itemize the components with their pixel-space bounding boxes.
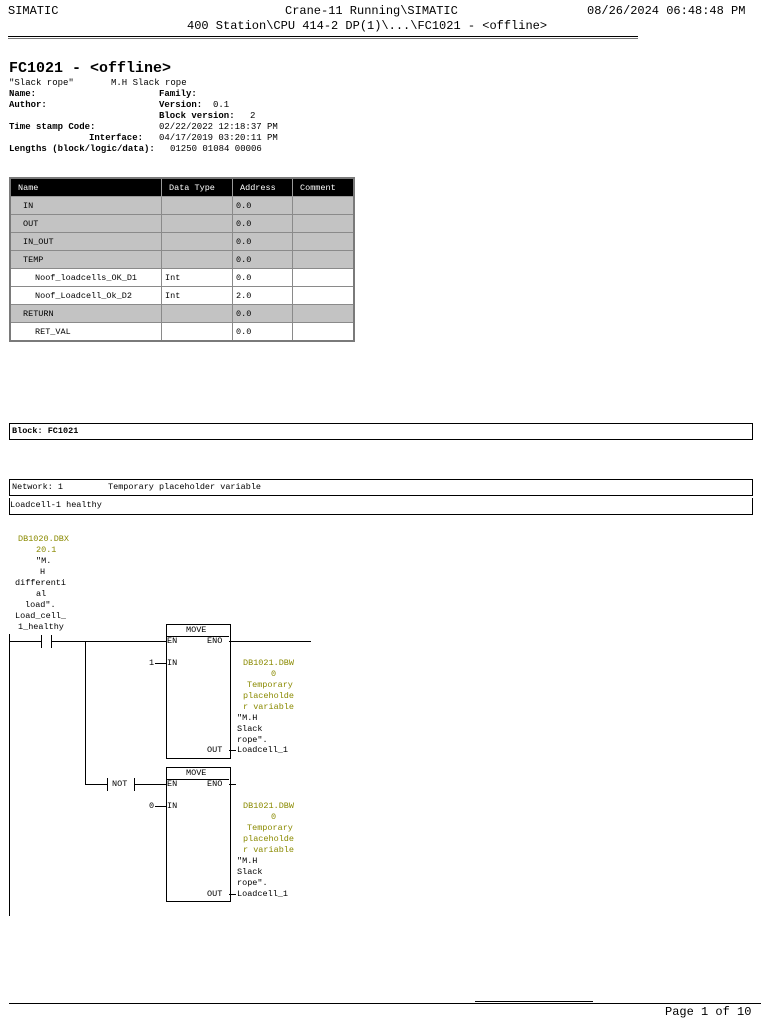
footer-accent-rule	[475, 1001, 593, 1002]
cell-data-type	[162, 251, 233, 269]
contact-address: DB1020.DBX	[18, 534, 70, 544]
contact-symbol-3: differenti	[15, 578, 67, 588]
block-symbol: "Slack rope"	[9, 78, 74, 88]
cell-name: IN	[10, 197, 162, 215]
rung-wire-1	[9, 641, 41, 642]
contact-symbol-5: load".	[25, 600, 56, 610]
move-block-2-en: EN	[167, 779, 178, 789]
header-project-path: Crane-11 Running\SIMATIC	[285, 4, 458, 18]
cell-address: 0.0	[233, 233, 293, 251]
cell-data-type	[162, 215, 233, 233]
move1-out-comment-3: r variable	[243, 702, 295, 712]
block-symbol-comment: M.H Slack rope	[111, 78, 187, 88]
move-block-2-in-wire	[155, 806, 166, 807]
move2-out-symbol-3: rope".	[237, 878, 268, 888]
header-divider	[8, 36, 638, 37]
interface-row	[10, 251, 354, 269]
interface-row	[10, 323, 354, 342]
cell-comment	[293, 287, 355, 305]
move-block-2-eno: ENO	[207, 779, 223, 789]
timestamp-code-label: Time stamp Code:	[9, 122, 96, 132]
cell-address: 2.0	[233, 287, 293, 305]
cell-address: 0.0	[233, 251, 293, 269]
move-block-1-in: IN	[167, 658, 178, 668]
family-label: Family:	[159, 89, 197, 99]
move2-out-symbol-4: Loadcell_1	[237, 889, 289, 899]
interface-value: 04/17/2019 03:20:11 PM	[159, 133, 278, 143]
cell-data-type: Int	[162, 287, 233, 305]
interface-table-header	[10, 178, 354, 197]
block-title: FC1021 - <offline>	[9, 60, 172, 77]
move2-out-offset: 0	[271, 812, 277, 822]
cell-address: 0.0	[233, 197, 293, 215]
move-block-2-out-wire	[229, 894, 236, 895]
page-number: Page 1 of 10	[665, 1005, 752, 1019]
interface-label: Interface:	[89, 133, 144, 143]
version-value: 0.1	[213, 100, 230, 110]
move-block-1-out-wire	[229, 750, 236, 751]
contact-symbol-6: Load_cell_	[15, 611, 67, 621]
lengths-label: Lengths (block/logic/data):	[9, 144, 155, 154]
cell-name: TEMP	[10, 251, 162, 269]
move-block-2-in: IN	[167, 801, 178, 811]
interface-row	[10, 197, 354, 215]
col-name-header: Name	[10, 178, 162, 197]
not-contact-left	[107, 778, 108, 791]
author-label: Author:	[9, 100, 47, 110]
header-block-path: 400 Station\CPU 414-2 DP(1)\...\FC1021 - <offline>	[187, 19, 548, 33]
block-version-value: 2	[250, 111, 256, 121]
header-datetime: 08/26/2024 06:48:48 PM	[587, 4, 746, 18]
cell-comment	[293, 305, 355, 323]
col-comment-header: Comment	[293, 178, 355, 197]
header-divider-shadow	[8, 38, 638, 39]
cell-data-type	[162, 197, 233, 215]
cell-comment	[293, 269, 355, 287]
move-block-2-out: OUT	[207, 889, 223, 899]
network-comment-bar	[9, 498, 753, 515]
cell-name: Noof_Loadcell_Ok_D2	[10, 287, 162, 305]
move2-out-comment-1: Temporary	[247, 823, 293, 833]
move2-out-comment-3: r variable	[243, 845, 295, 855]
block-section-label: Block: FC1021	[12, 426, 79, 436]
footer-divider	[9, 1003, 761, 1004]
block-version-label: Block version:	[159, 111, 235, 121]
cell-data-type: Int	[162, 269, 233, 287]
interface-row	[10, 269, 354, 287]
cell-comment	[293, 233, 355, 251]
cell-name: RET_VAL	[10, 323, 162, 342]
network-title: Temporary placeholder variable	[108, 482, 262, 492]
branch-wire	[85, 641, 86, 785]
cell-address: 0.0	[233, 323, 293, 342]
cell-name: Noof_loadcells_OK_D1	[10, 269, 162, 287]
cell-comment	[293, 197, 355, 215]
move-block-1-title: MOVE	[186, 625, 207, 635]
move2-out-symbol-1: "M.H	[237, 856, 258, 866]
interface-row	[10, 287, 354, 305]
cell-data-type	[162, 305, 233, 323]
move1-out-symbol-3: rope".	[237, 735, 268, 745]
timestamp-code-value: 02/22/2022 12:18:37 PM	[159, 122, 278, 132]
eno-wire-1	[229, 641, 311, 642]
move1-out-symbol-1: "M.H	[237, 713, 258, 723]
interface-row	[10, 233, 354, 251]
rung-wire-2	[51, 641, 166, 642]
interface-row	[10, 305, 354, 323]
lengths-value: 01250 01084 00006	[170, 144, 262, 154]
header-app-name: SIMATIC	[8, 4, 59, 18]
cell-name: OUT	[10, 215, 162, 233]
interface-row	[10, 215, 354, 233]
cell-comment	[293, 215, 355, 233]
not-contact-label: NOT	[112, 779, 128, 789]
cell-address: 0.0	[233, 305, 293, 323]
move1-out-offset: 0	[271, 669, 277, 679]
move-block-2-in-value: 0	[149, 801, 155, 811]
move2-out-address: DB1021.DBW	[243, 801, 295, 811]
move2-out-symbol-2: Slack	[237, 867, 263, 877]
move1-out-symbol-4: Loadcell_1	[237, 745, 289, 755]
cell-address: 0.0	[233, 215, 293, 233]
move-block-2-title: MOVE	[186, 768, 207, 778]
move1-out-symbol-2: Slack	[237, 724, 263, 734]
move1-out-address: DB1021.DBW	[243, 658, 295, 668]
move1-out-comment-2: placeholde	[243, 691, 295, 701]
move1-out-comment-1: Temporary	[247, 680, 293, 690]
cell-data-type	[162, 323, 233, 342]
cell-name: RETURN	[10, 305, 162, 323]
cell-comment	[293, 251, 355, 269]
move-block-1-eno: ENO	[207, 636, 223, 646]
move-block-1-out: OUT	[207, 745, 223, 755]
move2-out-comment-2: placeholde	[243, 834, 295, 844]
contact-symbol-2: H	[40, 567, 46, 577]
col-type-header: Data Type	[162, 178, 233, 197]
interface-table	[9, 177, 355, 342]
version-label: Version:	[159, 100, 203, 110]
branch-wire-3	[134, 784, 166, 785]
network-label: Network: 1	[12, 482, 64, 492]
contact-symbol-7: 1_healthy	[18, 622, 64, 632]
contact-symbol-1: "M.	[36, 556, 52, 566]
cell-comment	[293, 323, 355, 342]
name-label: Name:	[9, 89, 37, 99]
block-section-bar	[9, 423, 753, 440]
cell-address: 0.0	[233, 269, 293, 287]
move-block-1-in-wire	[155, 663, 166, 664]
network-comment: Loadcell-1 healthy	[10, 500, 102, 510]
col-address-header: Address	[233, 178, 293, 197]
branch-wire-2	[85, 784, 107, 785]
cell-data-type	[162, 233, 233, 251]
power-rail	[9, 634, 10, 916]
contact-address-bit: 20.1	[36, 545, 57, 555]
move-block-1-en: EN	[167, 636, 178, 646]
cell-name: IN_OUT	[10, 233, 162, 251]
no-contact-left	[41, 635, 42, 648]
move-block-1-in-value: 1	[149, 658, 155, 668]
network-header-bar	[9, 479, 753, 496]
move-block-2-eno-wire	[229, 784, 236, 785]
contact-symbol-4: al	[36, 589, 47, 599]
